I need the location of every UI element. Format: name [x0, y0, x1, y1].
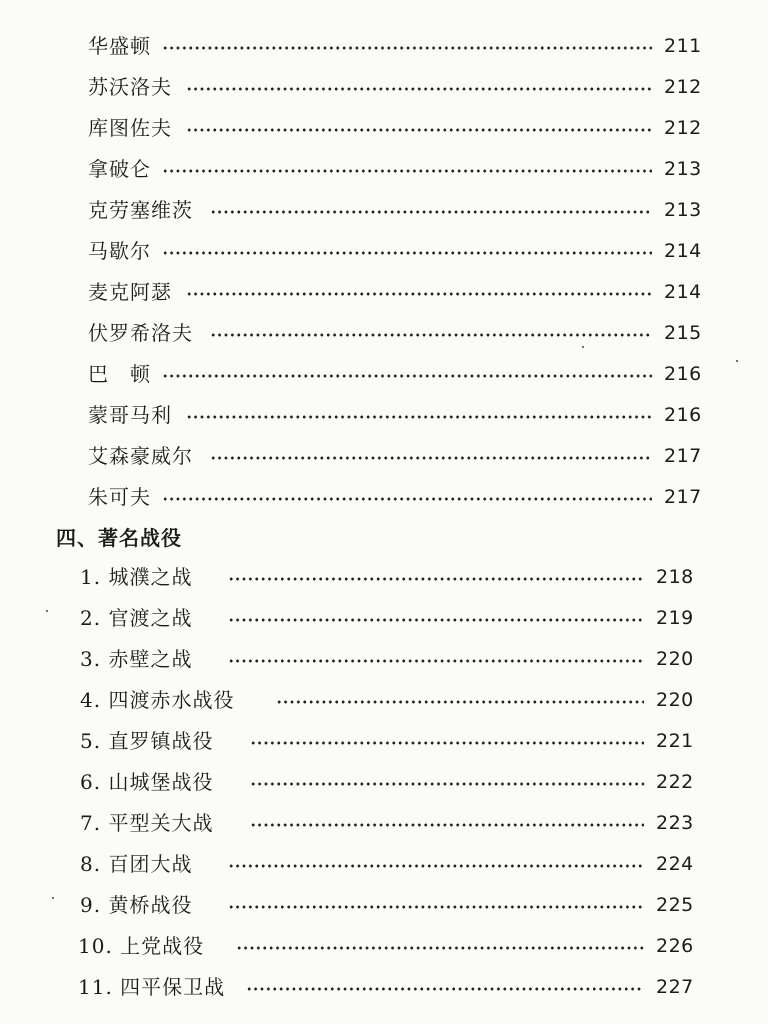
dot-leader: [162, 497, 652, 501]
toc-entry-title: 克劳塞维茨: [88, 198, 193, 222]
toc-entry-page: 212: [664, 117, 702, 139]
toc-entry-title: 5. 直罗镇战役: [80, 729, 214, 753]
toc-entry-page: 227: [656, 976, 694, 998]
dot-leader: [250, 782, 644, 786]
toc-entry-title: 8. 百团大战: [80, 852, 193, 876]
toc-entry[interactable]: [0, 195, 768, 225]
toc-entry[interactable]: [0, 767, 768, 797]
toc-entry-page: 214: [664, 240, 702, 262]
toc-entry-page: 218: [656, 566, 694, 588]
toc-entry-title: 10. 上党战役: [78, 934, 205, 958]
toc-entry-page: 216: [664, 404, 702, 426]
toc-entry[interactable]: [0, 72, 768, 102]
toc-entry-title: 蒙哥马利: [88, 403, 172, 427]
toc-entry-title: 7. 平型关大战: [80, 811, 214, 835]
dot-leader: [228, 577, 644, 581]
toc-entry-title: 朱可夫: [88, 485, 151, 509]
dot-leader: [250, 741, 644, 745]
dot-leader: [186, 128, 652, 132]
dot-leader: [162, 169, 652, 173]
toc-entry-title: 伏罗希洛夫: [88, 321, 193, 345]
toc-entry[interactable]: [0, 603, 768, 633]
toc-entry-page: 226: [656, 935, 694, 957]
dot-leader: [162, 251, 652, 255]
toc-entry[interactable]: [0, 562, 768, 592]
toc-entry-title: 4. 四渡赤水战役: [80, 688, 235, 712]
dot-leader: [228, 864, 644, 868]
toc-entry[interactable]: [0, 890, 768, 920]
dot-leader: [228, 905, 644, 909]
toc-entry-title: 苏沃洛夫: [88, 75, 172, 99]
dot-leader: [186, 292, 652, 296]
dot-leader: [276, 700, 644, 704]
dot-leader: [162, 46, 652, 50]
dot-leader: [186, 415, 652, 419]
toc-entry[interactable]: [0, 154, 768, 184]
toc-entry[interactable]: [0, 441, 768, 471]
toc-entry-page: 216: [664, 363, 702, 385]
paper-speck: [52, 897, 54, 899]
toc-entry[interactable]: [0, 644, 768, 674]
toc-entry-title: 马歇尔: [88, 239, 151, 263]
toc-entry[interactable]: [0, 359, 768, 389]
toc-entry[interactable]: [0, 277, 768, 307]
toc-entry-title: 1. 城濮之战: [80, 565, 193, 589]
toc-entry[interactable]: [0, 318, 768, 348]
toc-entry-title: 9. 黄桥战役: [80, 893, 193, 917]
section-heading: 四、著名战役: [56, 526, 182, 550]
dot-leader: [246, 987, 644, 991]
dot-leader: [186, 87, 652, 91]
toc-entry-page: 214: [664, 281, 702, 303]
toc-entry-title: 拿破仑: [88, 157, 151, 181]
paper-speck: [46, 610, 48, 612]
toc-entry[interactable]: [0, 808, 768, 838]
toc-entry-title: 3. 赤壁之战: [80, 647, 193, 671]
toc-entry-page: 212: [664, 76, 702, 98]
toc-entry[interactable]: [0, 236, 768, 266]
toc-entry-page: 225: [656, 894, 694, 916]
toc-entry-page: 215: [664, 322, 702, 344]
dot-leader: [162, 374, 652, 378]
dot-leader: [210, 333, 652, 337]
toc-entry-page: 211: [664, 35, 702, 57]
toc-entry-page: 220: [656, 689, 694, 711]
paper-speck: [736, 360, 738, 362]
toc-entry[interactable]: [0, 685, 768, 715]
toc-entry-page: 219: [656, 607, 694, 629]
toc-entry-title: 11. 四平保卫战: [78, 975, 226, 999]
paper-speck: [582, 346, 584, 348]
toc-entry-page: 222: [656, 771, 694, 793]
toc-entry-page: 213: [664, 199, 702, 221]
toc-entry[interactable]: [0, 849, 768, 879]
toc-entry-title: 艾森豪威尔: [88, 444, 193, 468]
toc-entry-title: 6. 山城堡战役: [80, 770, 214, 794]
toc-entry-title: 库图佐夫: [88, 116, 172, 140]
dot-leader: [210, 210, 652, 214]
toc-entry-page: 224: [656, 853, 694, 875]
toc-entry[interactable]: [0, 726, 768, 756]
toc-entry-page: 220: [656, 648, 694, 670]
dot-leader: [210, 456, 652, 460]
toc-entry-page: 217: [664, 486, 702, 508]
toc-entry-title: 巴 顿: [88, 362, 151, 386]
dot-leader: [250, 823, 644, 827]
toc-entry-title: 麦克阿瑟: [88, 280, 172, 304]
toc-entry-page: 213: [664, 158, 702, 180]
toc-entry[interactable]: [0, 400, 768, 430]
dot-leader: [228, 618, 644, 622]
toc-entry-title: 2. 官渡之战: [80, 606, 193, 630]
toc-entry[interactable]: [0, 931, 768, 961]
dot-leader: [228, 659, 644, 663]
toc-entry[interactable]: [0, 113, 768, 143]
toc-entry-title: 华盛顿: [88, 34, 151, 58]
dot-leader: [236, 946, 644, 950]
toc-entry[interactable]: [0, 972, 768, 1002]
toc-entry-page: 221: [656, 730, 694, 752]
toc-entry[interactable]: [0, 482, 768, 512]
toc-entry-page: 223: [656, 812, 694, 834]
toc-entry[interactable]: [0, 31, 768, 61]
toc-entry-page: 217: [664, 445, 702, 467]
